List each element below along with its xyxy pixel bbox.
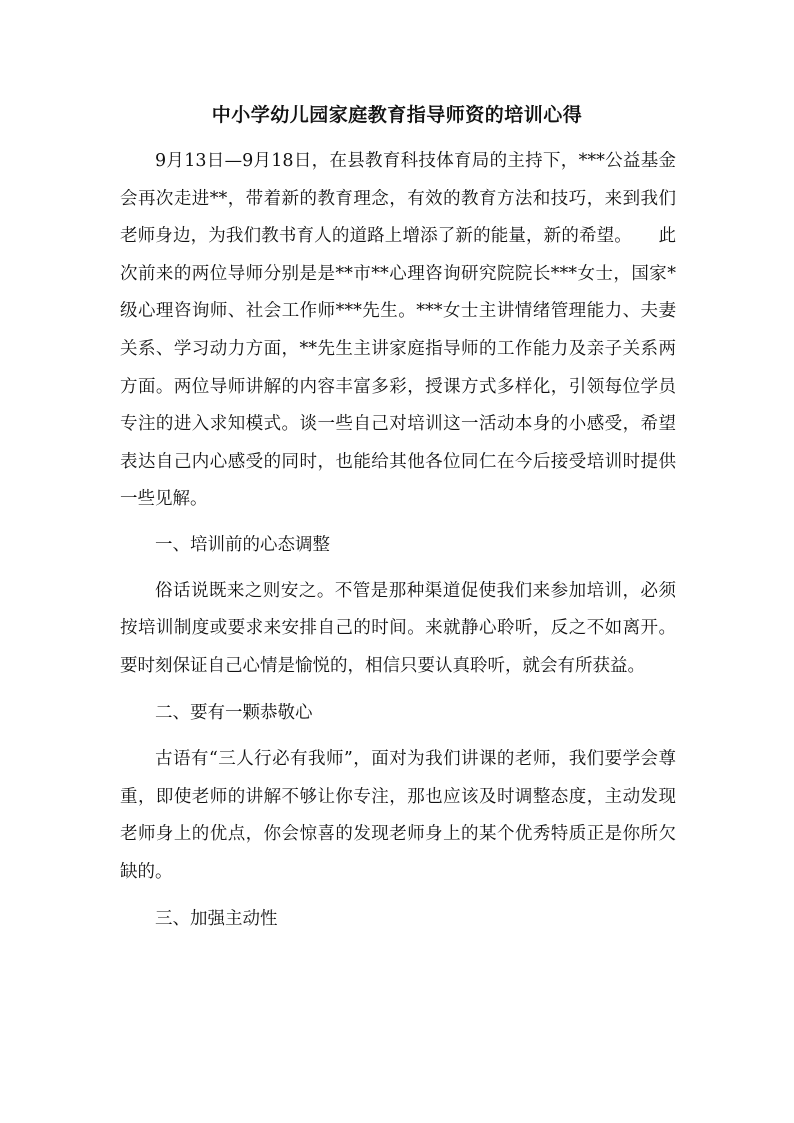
document-title: 中小学幼儿园家庭教育指导师资的培训心得 [211,104,583,126]
section-heading-1: 一、培训前的心态调整 [155,534,330,555]
section-heading-2: 二、要有一颗恭敬心 [155,703,313,724]
section-heading-3: 三、加强主动性 [155,909,278,930]
section-paragraph-1: 俗话说既来之则安之。不管是那种渠道促使我们来参加培训，必须按培训制度或要求来安排自己的时间。来就静心聆听，反之不如离开。要时刻保证自己心情是愉悦的，相信只要认真聆听，就会有所获益。 [120,580,676,676]
document-body [120,143,676,947]
section-paragraph-2: 古语有“三人行必有我师”，面对为我们讲课的老师，我们要学会尊重，即使老师的讲解不够让你专注，那也应该及时调整态度，主动发现老师身上的优点，你会惊喜的发现老师身上的某个优秀特质正是你所欠缺的。 [120,748,676,882]
intro-paragraph: 9月13日—9月18日，在县教育科技体育局的主持下，***公益基金会再次走进**，带着新的教育理念，有效的教育方法和技巧，来到我们老师身边，为我们教书育人的道路上增添了新的能量，新的希望。 此次前来的两位导师分别是是**市**心理咨询研究院院长***女士，国家*级心理咨询师、社会工作师***先生。***女士主讲情绪管理能力、夫妻关系、学习动力方面，**先生主讲家庭指导师的工作能力及亲子关系两方面。两位导师讲解的内容丰富多彩，授课方式多样化，引领每位学员专注的进入求知模式。谈一些自己对培训这一活动本身的小感受，希望表达自己内心感受的同时，也能给其他各位同仁在今后接受培训时提供一些见解。 [120,151,676,510]
